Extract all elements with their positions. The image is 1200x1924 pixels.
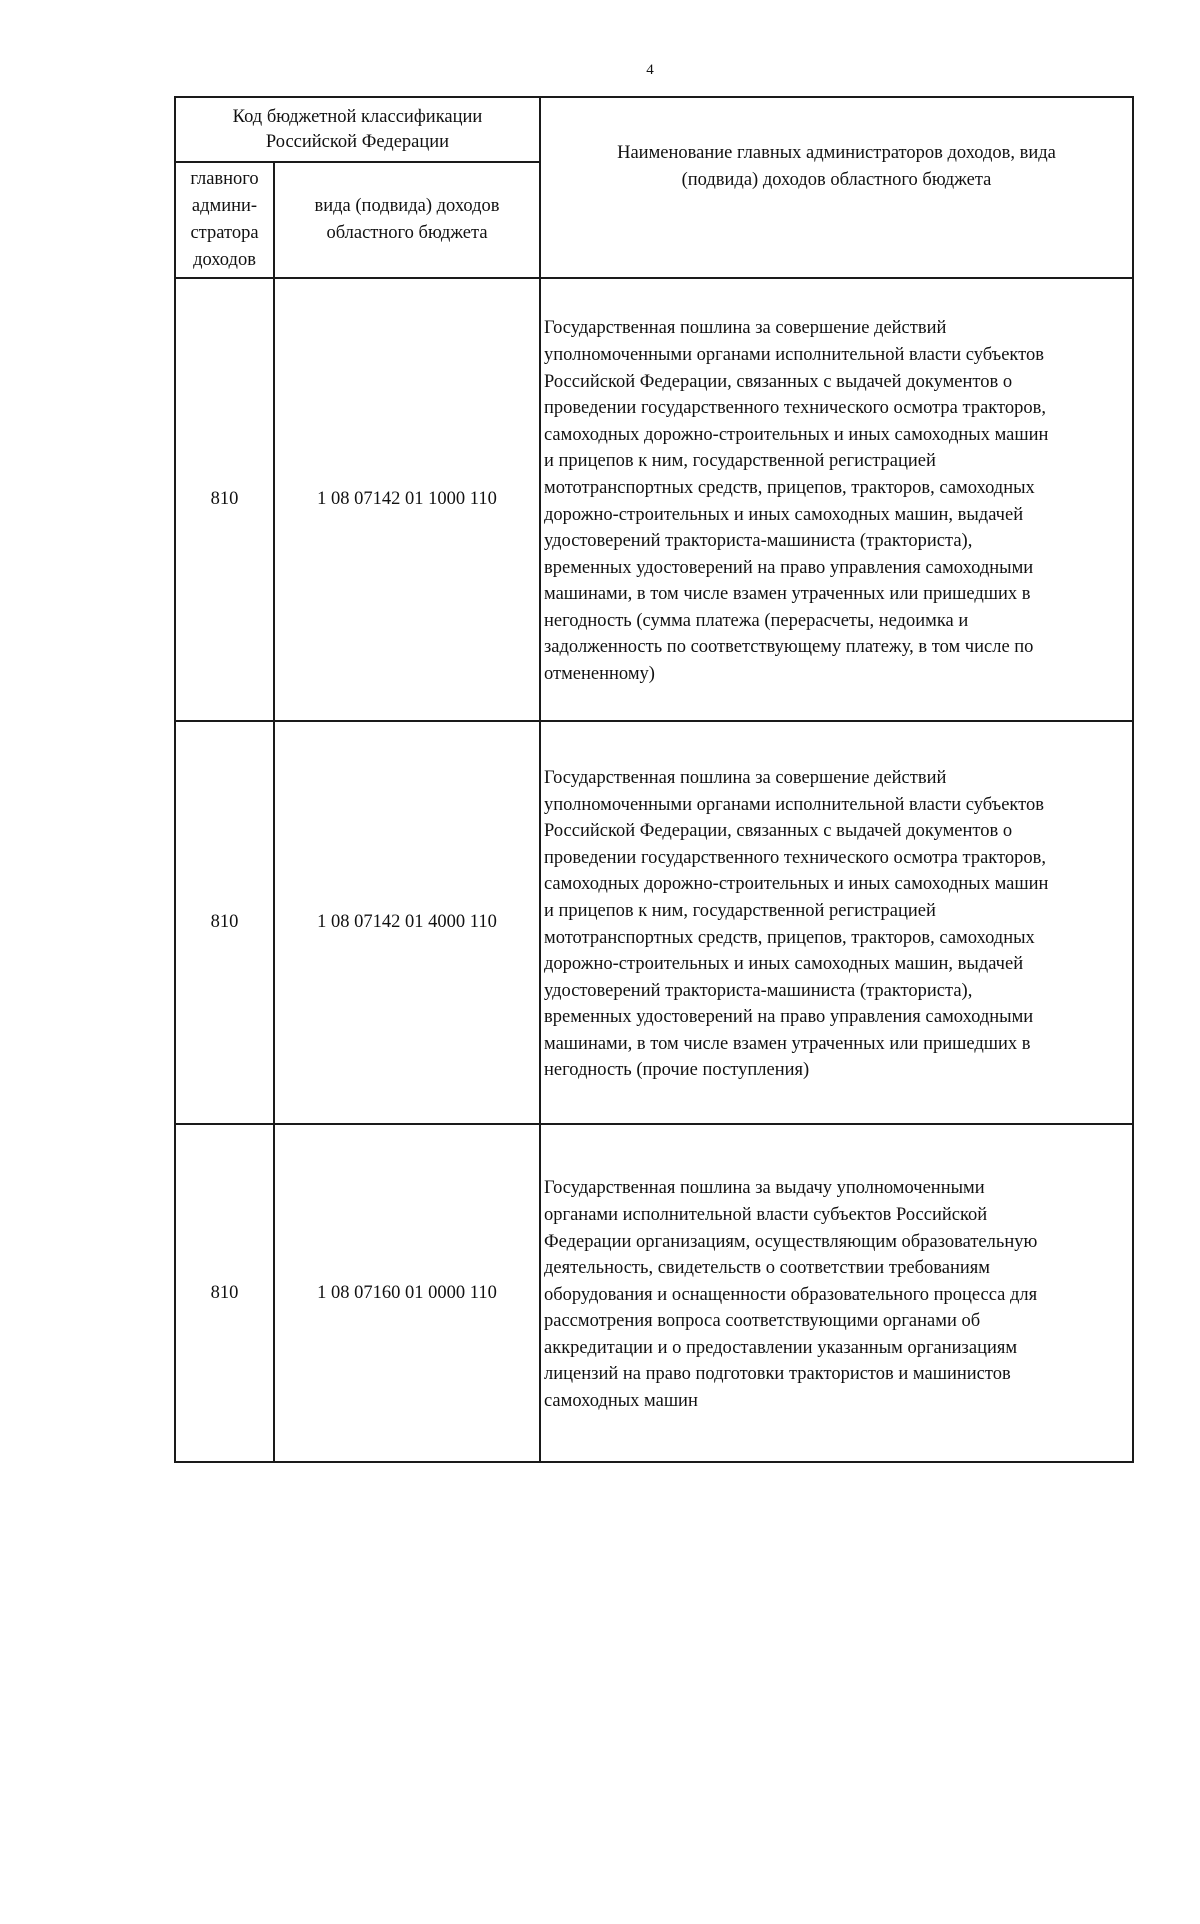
name-line: временных удостоверений на право управления самоходными xyxy=(544,1007,1034,1028)
header-text-line: Код бюджетной классификации xyxy=(232,106,483,127)
name-line: удостоверений тракториста-машиниста (тракториста), xyxy=(544,531,973,552)
name-line: проведении государственного технического осмотра тракторов, xyxy=(544,847,1046,868)
name-line: и прицепов к ним, государственной регистрацией xyxy=(544,900,936,921)
name-line: машинами, в том числе взамен утраченных или пришедших в xyxy=(544,1033,1031,1054)
name-line: мототранспортных средств, прицепов, тракторов, самоходных xyxy=(544,477,1035,498)
income-name-cell xyxy=(540,721,1133,1124)
name-line: машинами, в том числе взамен утраченных или пришедших в xyxy=(544,584,1031,605)
admin-code-cell: 810 xyxy=(175,721,274,1124)
header-admin-column xyxy=(175,162,274,278)
name-line: аккредитации и о предоставлении указанным организациям xyxy=(544,1337,1018,1358)
name-line: Государственная пошлина за совершение действий xyxy=(544,767,947,788)
name-line: лицензий на право подготовки трактористов и машинистов xyxy=(544,1364,1011,1385)
name-line: деятельность, свидетельств о соответствии требованиям xyxy=(544,1258,990,1279)
header-text-line: (подвида) доходов областного бюджета xyxy=(681,169,992,190)
admin-code-cell: 810 xyxy=(175,278,274,721)
name-line: оборудования и оснащенности образовательного процесса для xyxy=(544,1284,1038,1305)
income-code-cell: 1 08 07142 01 4000 110 xyxy=(274,721,540,1124)
income-name-cell xyxy=(540,1124,1133,1462)
name-line: Федерации организациям, осуществляющим образовательную xyxy=(544,1231,1038,1252)
name-line: самоходных дорожно-строительных и иных самоходных машин xyxy=(544,874,1049,895)
header-text-line: стратора xyxy=(190,223,259,243)
name-line: отмененному) xyxy=(544,664,655,685)
name-line: органами исполнительной власти субъектов Российской xyxy=(544,1204,988,1225)
income-name-cell xyxy=(540,278,1133,721)
budget-classification-table xyxy=(174,96,1134,1463)
name-line: проведении государственного технического осмотра тракторов, xyxy=(544,398,1046,419)
name-line: Российской Федерации, связанных с выдачей документов о xyxy=(544,821,1013,842)
name-line: Государственная пошлина за совершение действий xyxy=(544,318,947,339)
name-line: мототранспортных средств, прицепов, тракторов, самоходных xyxy=(544,927,1035,948)
income-code-cell: 1 08 07160 01 0000 110 xyxy=(274,1124,540,1462)
name-line: уполномоченными органами исполнительной власти субъектов xyxy=(544,794,1045,815)
name-line: удостоверений тракториста-машиниста (тракториста), xyxy=(544,980,973,1001)
income-code-cell: 1 08 07142 01 1000 110 xyxy=(274,278,540,721)
name-line: временных удостоверений на право управления самоходными xyxy=(544,557,1034,578)
header-name-column xyxy=(540,97,1133,278)
table-row xyxy=(175,278,1133,721)
name-line: уполномоченными органами исполнительной власти субъектов xyxy=(544,344,1045,365)
name-line: рассмотрения вопроса соответствующими органами об xyxy=(544,1311,981,1332)
header-text-line: вида (подвида) доходов xyxy=(314,196,500,216)
name-line: дорожно-строительных и иных самоходных машин, выдачей xyxy=(544,954,1024,975)
name-line: задолженность по соответствующему платежу, в том числе по xyxy=(544,637,1034,658)
name-line: и прицепов к ним, государственной регистрацией xyxy=(544,451,936,472)
table-row xyxy=(175,1124,1133,1462)
page-number: 4 xyxy=(646,62,654,78)
name-line: Государственная пошлина за выдачу уполномоченными xyxy=(544,1178,985,1199)
header-kbk-group xyxy=(175,97,540,162)
header-text-line: областного бюджета xyxy=(326,223,488,243)
header-text-line: доходов xyxy=(193,250,256,270)
admin-code-cell: 810 xyxy=(175,1124,274,1462)
header-text-line: Российской Федерации xyxy=(265,131,450,152)
table-header-row-1 xyxy=(175,97,1133,162)
header-text-line: главного xyxy=(190,169,259,189)
name-line: Российской Федерации, связанных с выдачей документов о xyxy=(544,371,1013,392)
table-row xyxy=(175,721,1133,1124)
name-line: негодность (сумма платежа (перерасчеты, недоимка и xyxy=(544,610,969,631)
name-line: дорожно-строительных и иных самоходных машин, выдачей xyxy=(544,504,1024,525)
header-text-line: Наименование главных администраторов доходов, вида xyxy=(617,142,1056,163)
name-line: негодность (прочие поступления) xyxy=(544,1060,810,1081)
name-line: самоходных дорожно-строительных и иных самоходных машин xyxy=(544,424,1049,445)
name-line: самоходных машин xyxy=(544,1391,698,1412)
header-code-column xyxy=(274,162,540,278)
header-text-line: админи- xyxy=(191,196,258,216)
